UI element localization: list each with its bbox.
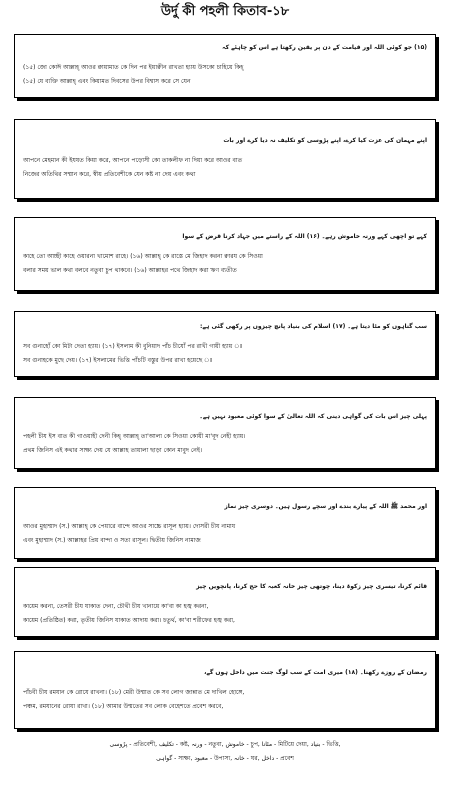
urdu-line: اپنے مہمان کی عزت کیا کرے، اپنے پڑوسی کو تکلیف نہ دیا کرے اور بات <box>223 137 427 144</box>
transliteration-line: কাহে তো আচ্ছী কাহে ওয়ারনা খামোশ রাহে। (১৬) আল্লাহ্ কে রাস্তে মে জিহাদ করনা ক্বারয কে সিওয়া <box>23 253 263 260</box>
glossary-line: پڑوسی - প্রতিবেশী, تکلیف - কষ্ট, ورنہ - নতুবা, خاموش - চুপ, مٹانا - মিটিয়ে দেয়া, بنیاد - ভিত্তি, <box>109 741 341 748</box>
paragraph-box-8 <box>14 651 436 729</box>
vocabulary-glossary <box>8 738 442 766</box>
paragraph-box-6 <box>14 487 436 559</box>
bengali-translation-line: প্রথম জিনিস এই কথার সাক্ষ্য দেয় যে আল্লাহ তায়ালা ছাড়া কোন মাবুদ নেই। <box>23 447 203 454</box>
bengali-translation-line: নিজের অতিথির সম্মান করে, স্বীয় প্রতিবেশীকে যেন কষ্ট না দেয় এবং কথা <box>23 171 196 178</box>
transliteration-line: কায়েম করনা, তেসরী চীয যাকাত দেনা, চৌথী চীয খানায়ে কা'বা কা হজ্ব করনা, <box>23 603 209 610</box>
urdu-line: قائم کرنا، تیسری چیز زکوۃ دینا، چوتھی چیز خانہ کعبہ کا حج کرنا، پانچویں چیز <box>196 583 427 590</box>
paragraph-box-4 <box>14 311 436 377</box>
urdu-line: سب گناہوں کو مٹا دیتا ہے۔ (۱۷) اسلام کی بنیاد پانچ چیزوں پر رکھی گئی ہے: <box>199 323 427 330</box>
urdu-line: (۱۵) جو کوئی اللہ اور قیامت کے دن پر یقین رکھتا ہے اس کو چاہئے کہ <box>222 44 427 51</box>
transliteration-line: আপনে মেহমান কী ইযযত কিয়া করে, আপনে পড়োসী কো তাকলীফ না দিয়া করে আওর বাত <box>23 157 243 164</box>
glossary-line: گواہی - সাক্ষ্য, معبود - উপাস্য, خانہ - ঘর, داخل - প্রবেশ <box>156 755 294 762</box>
transliteration-line: আওর মুহাম্মাদ (স.) আল্লাহ্ কে পেয়ারে বান্দে আওর সাচ্চে রাসূল হ্যায়। দোসরী চীয নামায <box>23 523 236 530</box>
paragraph-box-1 <box>14 34 436 98</box>
paragraph-box-5 <box>14 397 436 469</box>
bengali-translation-line: কায়েম (প্রতিষ্ঠিত) করা, তৃতীয় জিনিস যাকাত আদায় করা। চতুর্থ, কা'বা শরীফের হজ্ব করা, <box>23 617 235 624</box>
urdu-line: کہے تو اچھی کہے ورنہ خاموش رہے۔ (۱۶) اللہ کے راستے میں جہاد کرنا قرض کے سوا <box>182 233 427 240</box>
urdu-line: اور محمد ﷺ اللہ کے پیارے بندے اور سچے رسول ہیں۔ دوسری چیز نماز <box>224 503 427 510</box>
bengali-translation-line: পঞ্চম, রমযানের রোযা রাখা। (১৮) আমার উম্মতের সব লোক বেহেশতে প্রবেশ করবে, <box>23 703 224 710</box>
paragraph-box-7 <box>14 567 436 637</box>
urdu-line: رمضان کے روزے رکھنا۔ (۱۸) میری امت کے سب لوگ جنت میں داخل ہوں گے، <box>204 669 427 676</box>
bengali-translation-line: এবং মুহাম্মাদ (স.) আল্লাহর প্রিয় বান্দা ও সত্য রাসূল। দ্বিতীয় জিনিস নামাজ <box>23 537 201 544</box>
bengali-translation-line: (১৫) যে ব্যক্তি আল্লাহ্ এবং কিয়ামত দিবসের উপর বিশ্বাস করে সে যেন <box>23 78 191 85</box>
transliteration-line: (১৫) জো কোঈ আল্লাহ্ আওর ক্বায়ামাত কে দিন পর ইয়াক্বীন রাখতা হ্যায় উসকো চাহিয়ে কিহ্ <box>23 64 244 71</box>
bengali-translation-line: বলার সময় ভাল কথা বলবে নতুবা চুপ থাকবে। (১৬) আল্লাহর পথে জিহাদ করা ঋণ ব্যতীত <box>23 267 237 274</box>
page-title: উর্দু কী পহলী কিতাব-১৮ <box>160 4 290 19</box>
paragraph-box-2 <box>14 119 436 199</box>
transliteration-line: পাঁচবী চীয রমযান কে রোযে রাখনা। (১৮) মেরী উম্মাত কে সব লোগ জান্নাত মে দাখিল হোঙ্গে, <box>23 689 245 696</box>
transliteration-line: সব গুনাহোঁ কো মিটা দেতা হ্যায়। (১৭) ইসলাম কী বুনিয়াদ পাঁচ চীযোঁ পর রাখী গায়ী হ্যায় ঃ <box>23 343 243 350</box>
bengali-translation-line: সব গুনাহকে মুছে দেয়। (১৭) ইসলামের ভিত্তি পাঁচটি বস্তুর উপর রাখা হয়েছে ঃ <box>23 357 213 364</box>
paragraph-box-3 <box>14 217 436 291</box>
urdu-line: پہلی چیز اس بات کی گواہی دینی کہ اللہ تعالیٰ کے سوا کوئی معبود نہیں ہے۔ <box>199 413 427 420</box>
transliteration-line: পহলী চীয ইস বাত কী গাওয়াহী দেনী কিহ্ আল্লাহ্ তা'আলা কে সিওয়া কোয়ী মা'বূদ নেহী হ্যায়। <box>23 433 246 440</box>
